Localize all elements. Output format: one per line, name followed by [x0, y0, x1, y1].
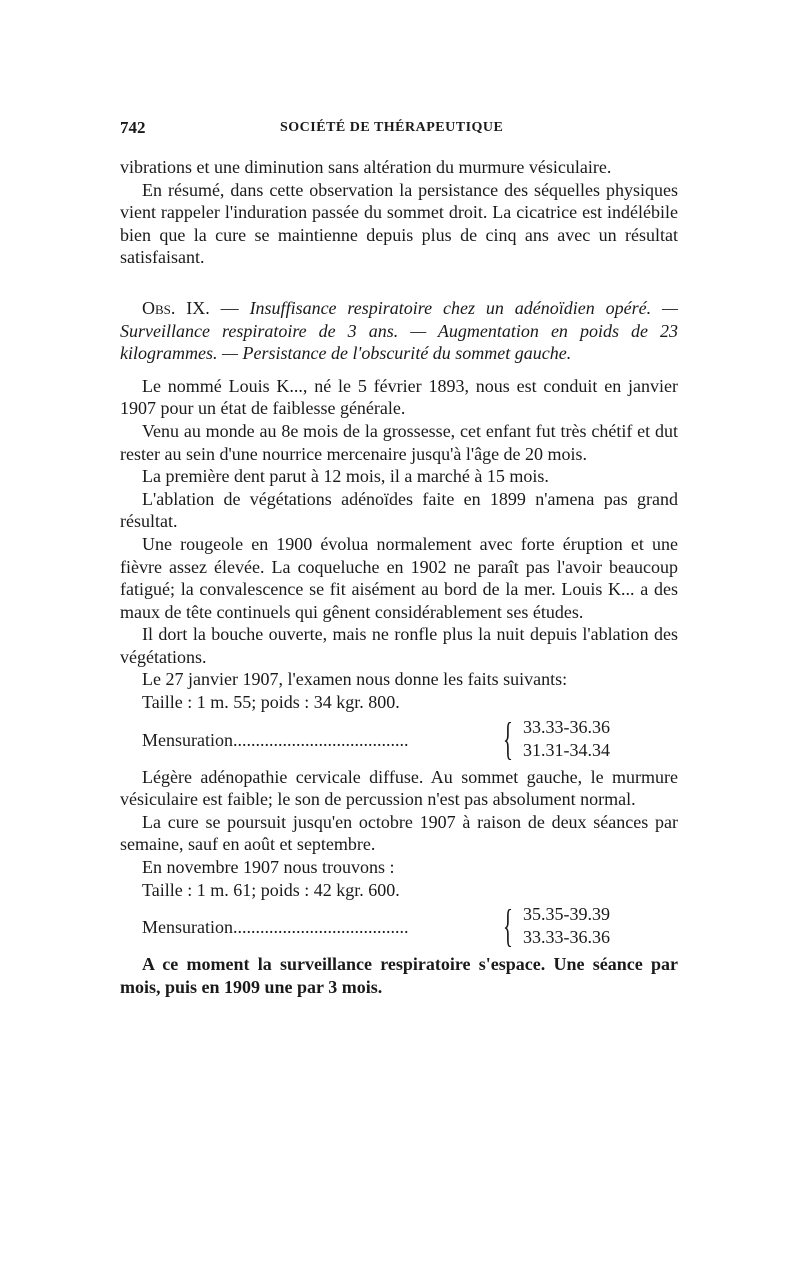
paragraph: En résumé, dans cette observation la persistance des séquelles physiques vient rappeler l'induration passée du sommet droit. La cicatrice est indélébile bien que la cure se maintienne depuis plus de cinq ans avec un résultat satisfaisant. — [120, 179, 678, 268]
observation-dash: — — [209, 297, 250, 318]
paragraph: A ce moment la surveillance respiratoire s'espace. Une séance par mois, puis en 1909 une par 3 mois. — [120, 954, 678, 997]
paragraph: La cure se poursuit jusqu'en octobre 1907 à raison de deux séances par semaine, sauf en août et septembre. — [120, 811, 678, 855]
paragraph: Taille : 1 m. 55; poids : 34 kgr. 800. — [142, 692, 400, 713]
brace: { — [503, 712, 513, 764]
measurement-value: 35.35-39.39 — [523, 904, 610, 925]
page-number: 742 — [120, 118, 146, 137]
page-body — [120, 156, 678, 998]
paragraph: Venu au monde au 8e mois de la grossesse, cet enfant fut très chétif et dut rester au sein d'une nourrice mercenaire jusqu'à l'âge de 20 mois. — [120, 420, 678, 464]
paragraph: Une rougeole en 1900 évolua normalement avec forte éruption et une fièvre assez élevée. La coqueluche en 1902 ne paraît pas l'avoir beaucoup fatigué; la convalescence se fit aisément au bord de la mer. Louis K... a des maux de tête continuels qui gênent considérablement ses études. — [120, 533, 678, 622]
paragraph: La première dent parut à 12 mois, il a marché à 15 mois. — [142, 466, 549, 487]
paragraph: vibrations et une diminution sans altération du murmure vésiculaire. — [120, 157, 612, 177]
measurement-block — [120, 900, 678, 952]
measurement-label: Mensuration....................................... — [142, 729, 409, 750]
measurement-value: 33.33-36.36 — [523, 716, 610, 737]
page-header — [120, 118, 680, 138]
observation-heading — [120, 297, 678, 365]
measurement-label: Mensuration....................................... — [142, 917, 409, 938]
paragraph: Légère adénopathie cervicale diffuse. Au sommet gauche, le murmure vésiculaire est faible; le son de percussion n'est pas absolument normal. — [120, 766, 678, 810]
running-title: SOCIÉTÉ DE THÉRAPEUTIQUE — [280, 120, 504, 135]
paragraph: En novembre 1907 nous trouvons : — [142, 857, 395, 878]
paragraph: Le 27 janvier 1907, l'examen nous donne les faits suivants: — [142, 669, 568, 690]
paragraph: Taille : 1 m. 61; poids : 42 kgr. 600. — [142, 879, 400, 900]
brace: { — [503, 900, 513, 952]
paragraph: L'ablation de végétations adénoïdes faite en 1899 n'amena pas grand résultat. — [120, 488, 678, 532]
observation-label: Obs. IX. — [142, 297, 210, 318]
measurement-value: 33.33-36.36 — [523, 927, 610, 948]
measurement-block — [120, 712, 678, 764]
measurement-value: 31.31-34.34 — [523, 739, 610, 760]
observation-title: Insuffisance respiratoire chez un adénoïdien opéré. — Surveillance respiratoire de 3 ans. — Augmentation en poids de 23 kilogrammes. — Persistance de l'obscurité du sommet gauche. — [120, 297, 678, 364]
paragraph: Le nommé Louis K..., né le 5 février 1893, nous est conduit en janvier 1907 pour un état de faiblesse générale. — [120, 375, 678, 419]
paragraph: Il dort la bouche ouverte, mais ne ronfle plus la nuit depuis l'ablation des végétations. — [120, 624, 678, 667]
